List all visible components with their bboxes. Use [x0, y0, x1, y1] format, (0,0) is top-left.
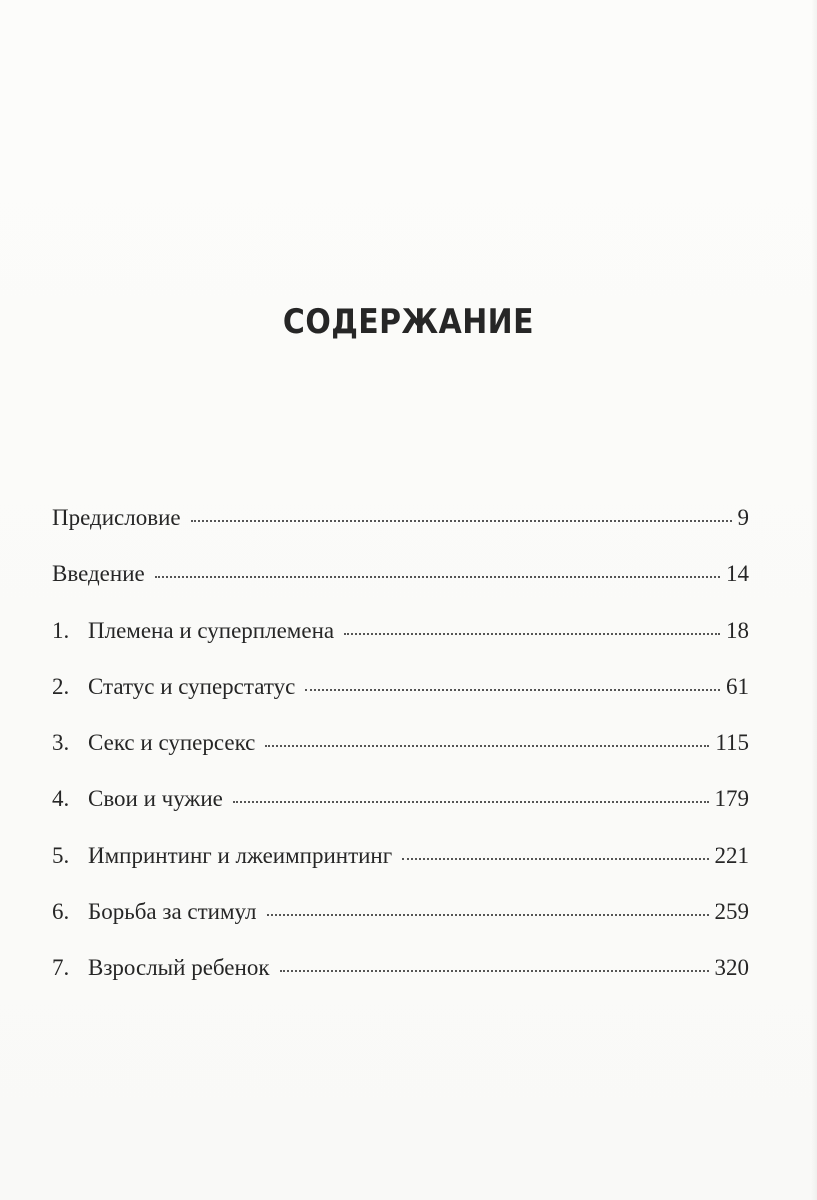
toc-entry-introduction[interactable]	[52, 556, 749, 612]
toc-leader-dots	[267, 914, 709, 916]
toc-leader-dots	[305, 689, 720, 691]
toc-leader-dots	[155, 576, 720, 578]
toc-entry-label: Импринтинг и лжеимпринтинг	[88, 842, 393, 868]
toc-page-number: 9	[737, 505, 749, 530]
toc-chapter-number: 4.	[52, 786, 70, 812]
page-edge-shadow	[811, 0, 817, 1200]
toc-page-number: 14	[726, 561, 749, 587]
toc-entry-label: Свои и чужие	[88, 786, 223, 812]
toc-entry-chapter-5[interactable]	[52, 838, 749, 894]
toc-chapter-number: 2.	[52, 673, 70, 699]
toc-entry-label: Статус и суперстатус	[88, 673, 296, 699]
toc-page-number: 18	[726, 617, 749, 643]
toc-entry-chapter-4[interactable]	[52, 781, 749, 837]
toc-leader-dots	[344, 633, 720, 635]
toc-entry-chapter-1[interactable]	[52, 613, 749, 669]
toc-chapter-number: 1.	[52, 617, 70, 643]
table-of-contents	[52, 500, 749, 1007]
toc-entry-label: Введение	[52, 561, 145, 587]
toc-entry-label: Борьба за стимул	[88, 899, 257, 925]
toc-entry-label: Предисловие	[52, 505, 181, 530]
toc-leader-dots	[233, 801, 709, 803]
toc-entry-chapter-3[interactable]	[52, 725, 749, 781]
toc-chapter-number: 6.	[52, 899, 70, 925]
toc-page-number: 320	[714, 955, 749, 981]
toc-chapter-number: 5.	[52, 842, 70, 868]
toc-page-number: 115	[715, 730, 749, 756]
toc-chapter-number: 3.	[52, 730, 70, 756]
toc-leader-dots	[402, 858, 708, 860]
toc-entry-preface[interactable]	[52, 500, 749, 556]
toc-entry-label: Племена и суперплемена	[88, 617, 335, 643]
toc-entry-chapter-7[interactable]	[52, 950, 749, 1006]
toc-leader-dots	[280, 970, 709, 972]
toc-page-number: 221	[714, 842, 749, 868]
toc-page-number: 179	[714, 786, 749, 812]
toc-chapter-number: 7.	[52, 955, 70, 981]
page-title: СОДЕРЖАНИЕ	[282, 302, 535, 342]
toc-entry-label: Секс и суперсекс	[88, 730, 256, 756]
toc-entry-label: Взрослый ребенок	[88, 955, 270, 981]
toc-entry-chapter-2[interactable]	[52, 669, 749, 725]
toc-leader-dots	[191, 520, 732, 522]
toc-leader-dots	[265, 745, 709, 747]
toc-page-number: 259	[714, 899, 749, 925]
toc-page-number: 61	[726, 673, 749, 699]
toc-entry-chapter-6[interactable]	[52, 894, 749, 950]
